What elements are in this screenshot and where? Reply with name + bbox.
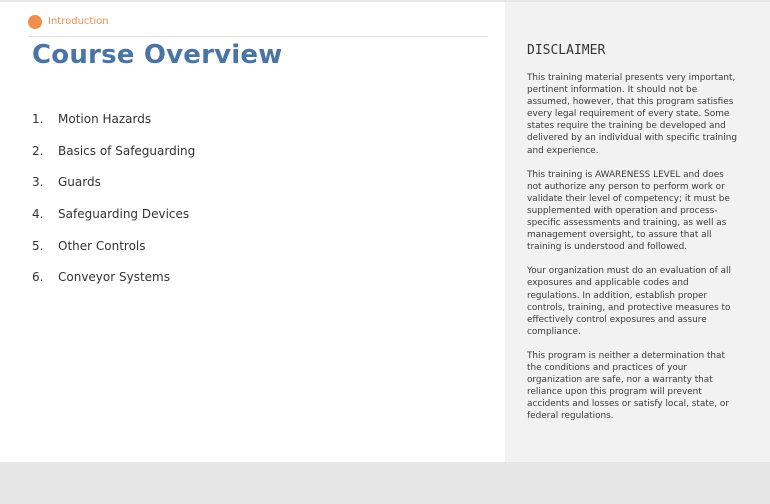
disclaimer-paragraph: This training material presents very important, pertinent information. It should not be assumed, however, that this program satisfies every legal requirement of every state. Some states require the training be developed and delivered by an individual with specific training and experience. <box>527 73 737 156</box>
topic-label: Motion Hazards <box>58 112 152 126</box>
topic-item <box>32 112 195 144</box>
topic-item <box>32 144 195 176</box>
topic-item <box>32 270 195 302</box>
disclaimer-body <box>527 72 737 434</box>
section-marker-icon <box>28 15 42 29</box>
topic-item <box>32 239 195 271</box>
topic-number: 3. <box>32 175 44 190</box>
topic-number: 1. <box>32 112 44 126</box>
topic-number: 4. <box>32 207 44 222</box>
topic-list <box>32 112 195 302</box>
section-label: Introduction <box>48 16 109 27</box>
topic-label: Other Controls <box>58 238 146 253</box>
bottom-band <box>0 462 770 504</box>
disclaimer-paragraph: Your organization must do an evaluation of all exposures and applicable codes and regulations. In addition, establish proper controls, training, and protective measures to effectively control exposures and assure compliance. <box>527 266 731 337</box>
topic-label: Guards <box>58 175 101 190</box>
topic-number: 6. <box>32 270 44 285</box>
topic-item <box>32 207 195 239</box>
topic-item <box>32 175 195 207</box>
topic-label: Conveyor Systems <box>58 270 171 285</box>
header-divider <box>28 36 488 37</box>
topic-label: Basics of Safeguarding <box>58 143 196 158</box>
disclaimer-paragraph: This program is neither a determination that the conditions and practices of your organization are safe, nor a warranty that reliance upon this program will prevent accidents and losses or satisfy local, state, or federal regulations. <box>527 350 729 422</box>
topic-label: Safeguarding Devices <box>58 207 190 222</box>
disclaimer-title: DISCLAIMER <box>527 43 606 58</box>
disclaimer-paragraph: This training is AWARENESS LEVEL and does not authorize any person to perform work or validate their level of competency; it must be supplemented with operation and process-specific assessments and training, as well as management oversight, to assure that all training is understood and followed. <box>527 169 730 253</box>
topic-number: 2. <box>32 143 44 158</box>
page-title: Course Overview <box>32 40 283 70</box>
topic-number: 5. <box>32 238 44 253</box>
